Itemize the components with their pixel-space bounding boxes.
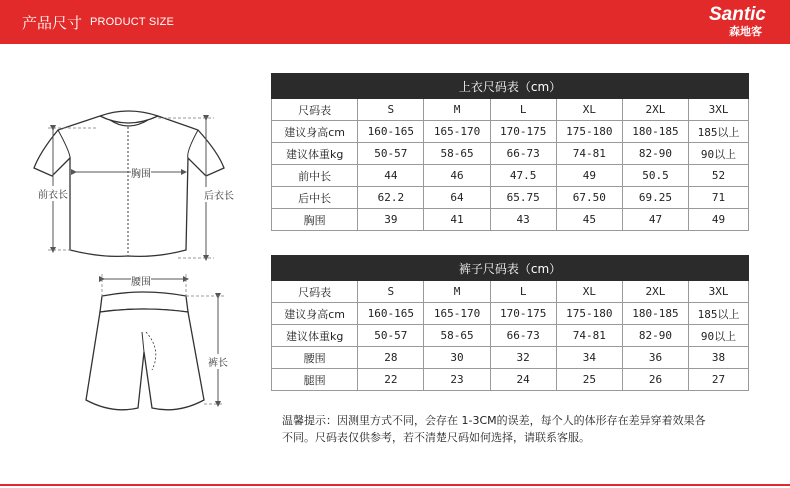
- table-row: [272, 209, 749, 231]
- table-cell: XL: [556, 281, 622, 303]
- table-cell: 175-180: [556, 303, 622, 325]
- table-row: [272, 347, 749, 369]
- table-cell: 建议身高cm: [272, 303, 358, 325]
- table-cell: 52: [689, 165, 749, 187]
- brand-name: Santic: [708, 4, 766, 25]
- shorts-table-caption: 裤子尺码表（cm）: [272, 256, 749, 281]
- table-cell: 39: [358, 209, 424, 231]
- table-cell: 90以上: [689, 143, 749, 165]
- table-cell: 74-81: [556, 143, 622, 165]
- table-cell: 24: [490, 369, 556, 391]
- table-cell: 尺码表: [272, 281, 358, 303]
- brand-logo: [709, 5, 766, 39]
- table-cell: 腿围: [272, 369, 358, 391]
- table-cell: 165-170: [424, 303, 490, 325]
- header-title-en: PRODUCT SIZE: [90, 16, 175, 28]
- table-cell: 34: [556, 347, 622, 369]
- table-cell: 尺码表: [272, 99, 358, 121]
- table-cell: 180-185: [622, 121, 688, 143]
- table-cell: 69.25: [622, 187, 688, 209]
- table-cell: 58-65: [424, 143, 490, 165]
- table-cell: 后中长: [272, 187, 358, 209]
- table-cell: XL: [556, 99, 622, 121]
- table-cell: 2XL: [622, 99, 688, 121]
- table-cell: 建议身高cm: [272, 121, 358, 143]
- table-row: [272, 121, 749, 143]
- note-line-2: 不同。尺码表仅供参考，若不清楚尺码如何选择，请联系客服。: [282, 431, 590, 444]
- table-cell: 36: [622, 347, 688, 369]
- table-cell: L: [490, 99, 556, 121]
- shorts-icon: [86, 292, 204, 410]
- table-cell: 67.50: [556, 187, 622, 209]
- garment-diagram: [28, 100, 258, 484]
- table-cell: 185以上: [689, 121, 749, 143]
- table-cell: 160-165: [358, 121, 424, 143]
- table-cell: 185以上: [689, 303, 749, 325]
- table-cell: 165-170: [424, 121, 490, 143]
- table-cell: M: [424, 281, 490, 303]
- header-title-cn: 产品尺寸: [22, 14, 83, 32]
- table-cell: 32: [490, 347, 556, 369]
- page-header: [0, 0, 790, 44]
- label-front-length: 前衣长: [38, 186, 68, 201]
- table-cell: 44: [358, 165, 424, 187]
- table-cell: 170-175: [490, 303, 556, 325]
- table-cell: 50-57: [358, 143, 424, 165]
- table-header-row: [272, 281, 749, 303]
- table-cell: 47: [622, 209, 688, 231]
- table-cell: 46: [424, 165, 490, 187]
- bottom-divider: [0, 484, 790, 486]
- table-row: [272, 303, 749, 325]
- label-back-length: 后衣长: [204, 187, 234, 202]
- table-cell: 腰围: [272, 347, 358, 369]
- table-cell: 64: [424, 187, 490, 209]
- table-cell: S: [358, 281, 424, 303]
- shorts-size-table: [271, 255, 749, 391]
- table-cell: 3XL: [689, 281, 749, 303]
- table-cell: 30: [424, 347, 490, 369]
- table-row: [272, 143, 749, 165]
- table-cell: 180-185: [622, 303, 688, 325]
- size-note: [282, 412, 752, 446]
- table-cell: 胸围: [272, 209, 358, 231]
- table-cell: 3XL: [689, 99, 749, 121]
- table-cell: 160-165: [358, 303, 424, 325]
- table-cell: 49: [556, 165, 622, 187]
- table-cell: 58-65: [424, 325, 490, 347]
- table-cell: L: [490, 281, 556, 303]
- table-cell: 47.5: [490, 165, 556, 187]
- table-cell: 28: [358, 347, 424, 369]
- table-cell: M: [424, 99, 490, 121]
- table-cell: 建议体重kg: [272, 143, 358, 165]
- table-cell: 前中长: [272, 165, 358, 187]
- label-chest: 胸围: [131, 165, 151, 180]
- table-cell: 38: [689, 347, 749, 369]
- table-row: [272, 187, 749, 209]
- table-cell: 建议体重kg: [272, 325, 358, 347]
- garment-illustration: [28, 100, 258, 480]
- table-cell: 41: [424, 209, 490, 231]
- table-cell: 22: [358, 369, 424, 391]
- table-cell: 66-73: [490, 143, 556, 165]
- table-cell: 2XL: [622, 281, 688, 303]
- jersey-icon: [34, 111, 224, 256]
- brand-name-cn: 森地客: [729, 25, 762, 38]
- table-row: [272, 325, 749, 347]
- table-row: [272, 165, 749, 187]
- table-cell: 26: [622, 369, 688, 391]
- table-cell: 43: [490, 209, 556, 231]
- table-cell: 25: [556, 369, 622, 391]
- table-cell: 23: [424, 369, 490, 391]
- table-cell: 50.5: [622, 165, 688, 187]
- table-cell: 74-81: [556, 325, 622, 347]
- table-cell: 62.2: [358, 187, 424, 209]
- table-cell: 45: [556, 209, 622, 231]
- table-cell: 27: [689, 369, 749, 391]
- table-cell: S: [358, 99, 424, 121]
- table-row: [272, 369, 749, 391]
- table-cell: 65.75: [490, 187, 556, 209]
- jersey-table-caption: 上衣尺码表（cm）: [272, 74, 749, 99]
- table-cell: 82-90: [622, 143, 688, 165]
- label-waist: 腰围: [131, 273, 151, 288]
- table-cell: 175-180: [556, 121, 622, 143]
- table-header-row: [272, 99, 749, 121]
- table-cell: 170-175: [490, 121, 556, 143]
- jersey-size-table: [271, 73, 749, 231]
- label-shorts-length: 裤长: [208, 354, 228, 369]
- note-line-1: 温馨提示：因测里方式不同，会存在 1-3CM的误差，每个人的体形存在差异穿着效果各: [282, 414, 706, 427]
- table-cell: 71: [689, 187, 749, 209]
- table-cell: 66-73: [490, 325, 556, 347]
- table-cell: 49: [689, 209, 749, 231]
- table-cell: 50-57: [358, 325, 424, 347]
- table-cell: 82-90: [622, 325, 688, 347]
- table-cell: 90以上: [689, 325, 749, 347]
